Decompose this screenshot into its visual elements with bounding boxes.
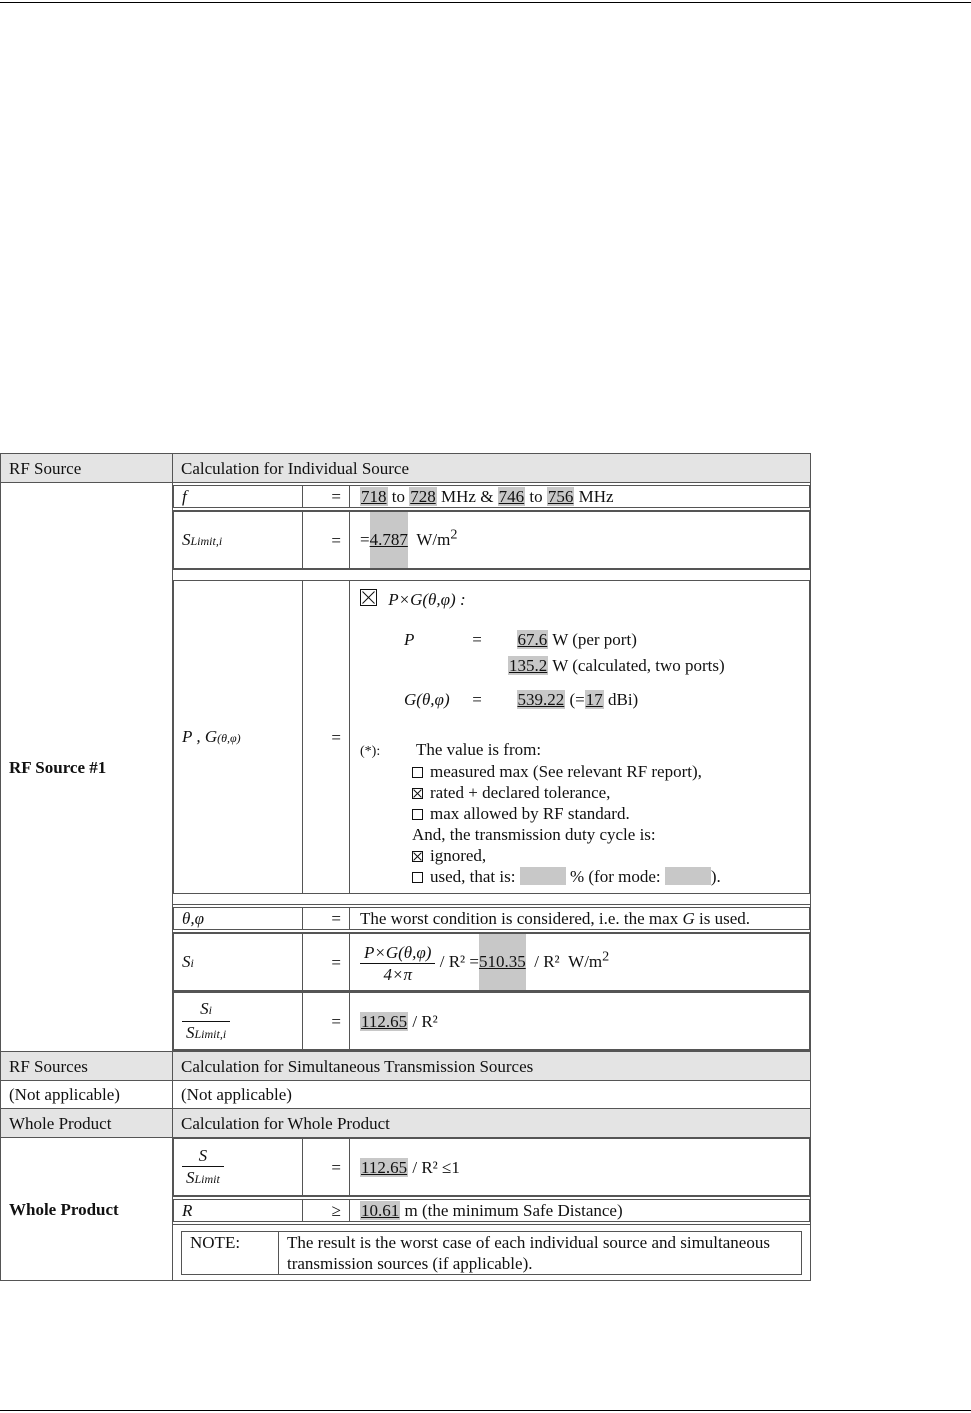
value-frequency: 718 to 728 MHz & 746 to 756 MHz <box>350 486 810 508</box>
freq-to2: 756 <box>547 487 574 506</box>
var-slimit: SLimit,i <box>174 512 303 569</box>
value-whole-ratio: 112.65 / R² ≤1 <box>350 1139 810 1196</box>
checked-box-icon <box>412 851 423 862</box>
eq-f: = <box>303 486 350 508</box>
header-calc-simultaneous: Calculation for Simultaneous Transmission Sources <box>173 1052 811 1081</box>
header-whole-product: Whole Product <box>1 1109 173 1138</box>
var-ratio: $\frac{Si}{\text{SLimit,i}}$ <box>174 993 303 1050</box>
unchecked-box-icon <box>412 872 423 883</box>
si-value: 510.35 <box>479 934 526 990</box>
safe-distance-value: 10.61 <box>361 1201 400 1220</box>
na-col1: (Not applicable) <box>1 1081 173 1109</box>
header-row-2 <box>1 1052 811 1081</box>
eq-pg: = <box>303 581 350 894</box>
freq-to1: 728 <box>410 487 436 506</box>
eq-theta: = <box>303 908 350 930</box>
calculation-table <box>0 453 811 1281</box>
var-theta: θ,φ <box>174 908 303 930</box>
header-rf-source: RF Source <box>1 454 173 483</box>
value-ratio: 112.65 / R² <box>350 993 810 1050</box>
gain-dbi: 17 <box>585 690 603 709</box>
whole-product-label: Whole Product <box>1 1138 173 1281</box>
note-text: The result is the worst case of each individual source and simultaneous transmission sources (if applicable). <box>279 1231 802 1274</box>
header-calc-whole: Calculation for Whole Product <box>173 1109 811 1138</box>
gain-value: 539.22 <box>517 690 565 709</box>
unchecked-box-icon <box>412 767 423 778</box>
eq-whole-ratio: = <box>303 1139 350 1196</box>
eq-si: = <box>303 934 350 991</box>
na-col2: (Not applicable) <box>173 1081 811 1109</box>
rf-source-1-label: RF Source #1 <box>1 483 173 1052</box>
var-pg: P , G(θ,φ) <box>174 581 303 894</box>
header-calc-individual: Calculation for Individual Source <box>173 454 811 483</box>
checked-box-icon <box>412 788 423 799</box>
note-label: NOTE: <box>182 1231 279 1274</box>
unchecked-box-icon <box>412 809 423 820</box>
value-si: $\frac{P\times G(\theta,\varphi)}{4\times\pi}$ / R² =510.35 / R² $W/m^2$ <box>350 934 810 991</box>
eq-ratio: = <box>303 993 350 1050</box>
ratio-value: 112.65 <box>361 1011 408 1031</box>
top-rule <box>0 2 971 3</box>
eq-slimit: = <box>303 512 350 569</box>
power-two-ports: 135.2 <box>509 656 548 675</box>
eq-r: ≥ <box>303 1200 350 1222</box>
row-not-applicable <box>1 1081 811 1109</box>
header-rf-sources: RF Sources <box>1 1052 173 1081</box>
power-per-port: 67.6 <box>517 630 548 649</box>
row-frequency <box>1 483 811 511</box>
header-row <box>1 454 811 483</box>
var-r: R <box>174 1200 303 1222</box>
value-slimit: =4.787 $W/m^2$ <box>350 512 810 569</box>
row-whole-ratio <box>1 1138 811 1197</box>
var-whole-ratio: $\frac{S}{\text{SLimit}}$ <box>174 1139 303 1196</box>
value-safe-distance: 10.61 m (the minimum Safe Distance) <box>350 1200 810 1222</box>
header-row-3 <box>1 1109 811 1138</box>
var-si: Si <box>174 934 303 991</box>
checked-box-icon <box>360 589 377 606</box>
value-theta: The worst condition is considered, i.e. the max G is used. <box>350 908 810 930</box>
freq-from2: 746 <box>498 487 525 506</box>
blank-mode-field <box>665 867 711 885</box>
slimit-value: 4.787 <box>370 512 408 568</box>
bottom-rule <box>0 1410 971 1411</box>
whole-ratio-value: 112.65 <box>361 1157 408 1177</box>
note-cell <box>173 1225 811 1281</box>
value-pg: P×G(θ,φ) : P = 67.6 W (per port) 135.2 W (calculated, two ports) G(θ,φ) = 539.22 (=17 dBi) (*): The value is from: measured max (See relevant RF report), rated + declared tolerance, max allowed by RF standard. And, the transmission duty cycle is: ignored, used, that is: % (for mode: ). <box>350 581 810 894</box>
blank-duty-field <box>520 867 566 885</box>
freq-from1: 718 <box>361 487 387 506</box>
var-f: f <box>174 486 303 508</box>
